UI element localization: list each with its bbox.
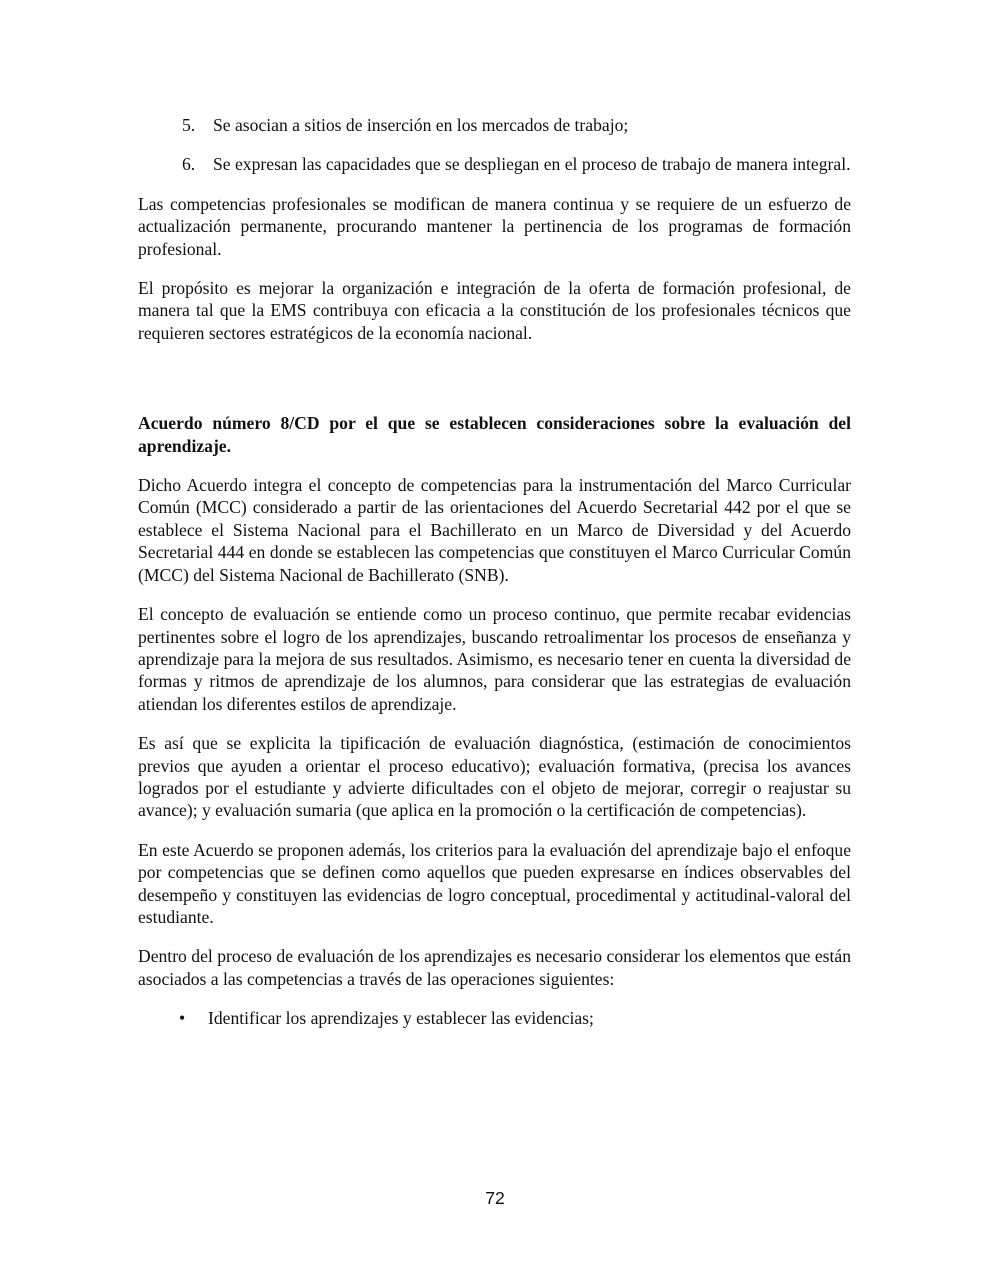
paragraph: Es así que se explicita la tipificación de evaluación diagnóstica, (estimación de conocimientos previos que ayuden a orientar el proceso educativo); evaluación formativa, (precisa los avances logrados por el estudiante y advierte dificultades con el objeto de mejorar, corregir o reajustar su avance); y evaluación sumaria (que aplica en la promoción o la certificación de competencias). — [138, 733, 851, 821]
list-item — [138, 153, 851, 175]
section-heading: Acuerdo número 8/CD por el que se establecen consideraciones sobre la evaluación del aprendizaje. — [138, 413, 851, 456]
bullet-list — [138, 1007, 851, 1029]
bullet-item-text: Identificar los aprendizajes y establecer las evidencias; — [208, 1008, 594, 1029]
list-item-text: Se asocian a sitios de inserción en los mercados de trabajo; — [213, 115, 629, 135]
paragraph: En este Acuerdo se proponen además, los criterios para la evaluación del aprendizaje bajo el enfoque por competencias que se definen como aquellos que pueden expresarse en índices observables del desempeño y constituyen las evidencias de logro conceptual, procedimental y actitudinal-valoral del estudiante. — [138, 839, 851, 927]
paragraph: El propósito es mejorar la organización e integración de la oferta de formación profesional, de manera tal que la EMS contribuya con eficacia a la constitución de los profesionales técnicos que requieren sectores estratégicos de la economía nacional. — [138, 278, 851, 343]
paragraph: Dentro del proceso de evaluación de los aprendizajes es necesario considerar los elementos que están asociados a las competencias a través de las operaciones siguientes: — [138, 946, 851, 989]
bullet-icon: • — [179, 1008, 186, 1029]
bullet-item — [138, 1007, 851, 1029]
list-item-number: 6. — [182, 154, 196, 175]
paragraph: Dicho Acuerdo integra el concepto de competencias para la instrumentación del Marco Curricular Común (MCC) considerado a partir de las orientaciones del Acuerdo Secretarial 442 por el que se establece el Sistema Nacional para el Bachillerato en un Marco de Diversidad y del Acuerdo Secretarial 444 en donde se establecen las competencias que constituyen el Marco Curricular Común (MCC) del Sistema Nacional de Bachillerato (SNB). — [138, 475, 851, 585]
list-item-number: 5. — [182, 115, 196, 135]
paragraph: Las competencias profesionales se modifican de manera continua y se requiere de un esfuerzo de actualización permanente, procurando mantener la pertinencia de los programas de formación profesional. — [138, 193, 851, 259]
page-content — [138, 114, 851, 1030]
list-item — [138, 114, 851, 136]
paragraph: El concepto de evaluación se entiende como un proceso continuo, que permite recabar evidencias pertinentes sobre el logro de los aprendizajes, buscando retroalimentar los procesos de enseñanza y aprendizaje para la mejora de sus resultados. Asimismo, es necesario tener en cuenta la diversidad de formas y ritmos de aprendizaje de los alumnos, para considerar que las estrategias de evaluación atiendan los diferentes estilos de aprendizaje. — [138, 604, 851, 714]
list-item-text: Se expresan las capacidades que se despliegan en el proceso de trabajo de manera integral. — [213, 154, 851, 175]
page-number: 72 — [485, 1188, 505, 1208]
numbered-list — [138, 114, 851, 176]
